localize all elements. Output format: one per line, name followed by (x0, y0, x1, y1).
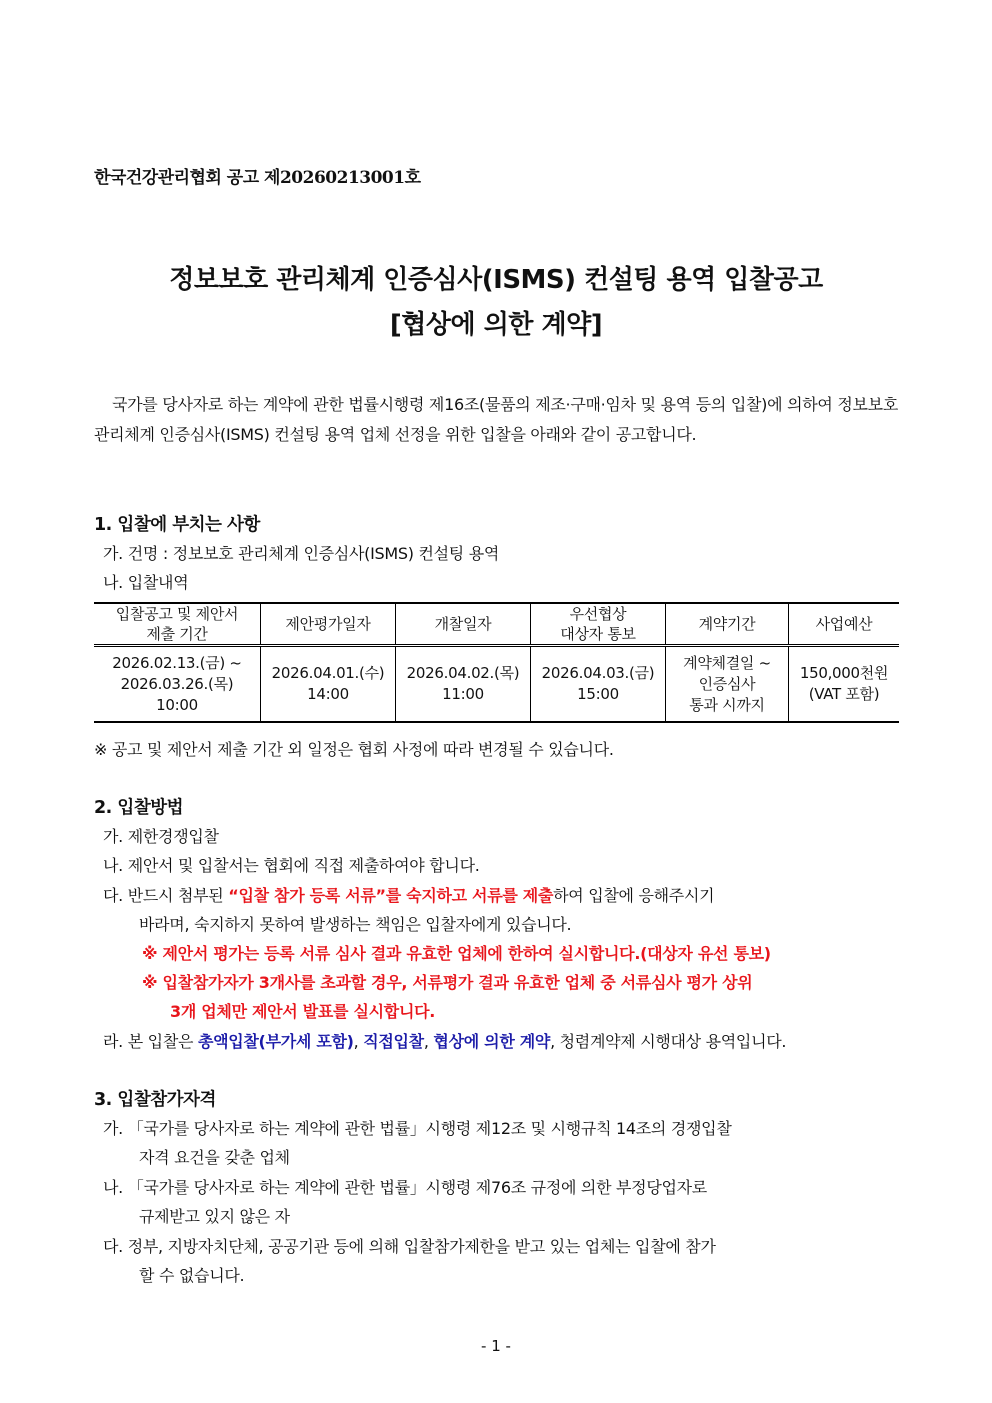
table-header-cell: 입찰공고 및 제안서 제출 기간 (94, 603, 261, 646)
table-cell: 계약체결일 ~ 인증심사 통과 시까지 (666, 646, 789, 723)
table-header-cell: 제안평가일자 (261, 603, 396, 646)
section2-item-ra (103, 1029, 786, 1052)
table-header-cell: 개찰일자 (396, 603, 531, 646)
table-row (94, 646, 899, 723)
section2-ra-term1: 총액입찰(부가세 포함) (197, 1032, 354, 1051)
table-cell: 2026.04.03.(금) 15:00 (531, 646, 666, 723)
section3-item-na-line2: 규제받고 있지 않은 자 (139, 1207, 290, 1226)
table-header-cell: 사업예산 (789, 603, 900, 646)
section2-ra-sep1: , (353, 1032, 364, 1051)
table-header-cell: 계약기간 (666, 603, 789, 646)
section2-ra-sep2: , (423, 1032, 434, 1051)
table-header-cell: 우선협상 대상자 통보 (531, 603, 666, 646)
section1-heading: 1. 입찰에 부치는 사항 (94, 515, 260, 535)
section2-note2-line2: 3개 업체만 제안서 발표를 실시합니다. (170, 1002, 436, 1021)
section3-item-na: 나. 「국가를 당사자로 하는 계약에 관한 법률」시행령 제76조 규정에 의한 부정당업자로 (103, 1178, 707, 1197)
section2-heading: 2. 입찰방법 (94, 798, 184, 818)
table-cell: 2026.04.01.(수) 14:00 (261, 646, 396, 723)
page-number: - 1 - (481, 1337, 511, 1355)
table-cell: 150,000천원 (VAT 포함) (789, 646, 900, 723)
document-subtitle: [협상에 의한 계약] (389, 310, 603, 340)
section2-ra-prefix: 라. 본 입찰은 (103, 1032, 198, 1051)
section2-ra-suffix: , 청렴계약제 시행대상 용역입니다. (550, 1032, 787, 1051)
section2-item-na: 나. 제안서 및 입찰서는 협회에 직접 제출하여야 합니다. (103, 856, 480, 875)
table-cell: 2026.04.02.(목) 11:00 (396, 646, 531, 723)
section2-item-da-line2: 바라며, 숙지하지 못하여 발생하는 책임은 입찰자에게 있습니다. (139, 915, 572, 934)
section2-note1: ※ 제안서 평가는 등록 서류 심사 결과 유효한 업체에 한하여 실시합니다.(대상자 유선 통보) (142, 944, 771, 963)
intro-paragraph: 국가를 당사자로 하는 계약에 관한 법률시행령 제16조(물품의 제조·구매·임차 및 용역 등의 입찰)에 의하여 정보보호 관리체계 인증심사(ISMS) 컨설팅 용역 업체 선정을 위한 입찰을 아래와 같이 공고합니다. (94, 395, 898, 444)
section2-ra-term2: 직접입찰 (363, 1032, 424, 1051)
section3-heading: 3. 입찰참가자격 (94, 1090, 216, 1110)
section3-item-ga-line2: 자격 요건을 갖춘 업체 (139, 1148, 290, 1167)
section3-item-ga: 가. 「국가를 당사자로 하는 계약에 관한 법률」시행령 제12조 및 시행규칙 14조의 경쟁입찰 (103, 1119, 732, 1138)
bid-schedule-table (94, 602, 899, 723)
section1-item-na: 나. 입찰내역 (103, 573, 189, 592)
section2-item-ga: 가. 제한경쟁입찰 (103, 827, 219, 846)
section2-da-suffix: 하여 입찰에 응해주시기 (553, 886, 715, 905)
section2-note2-line1: ※ 입찰참가자가 3개사를 초과할 경우, 서류평가 결과 유효한 업체 중 서류심사 평가 상위 (142, 973, 753, 992)
section1-item-ga: 가. 건명 : 정보보호 관리체계 인증심사(ISMS) 컨설팅 용역 (103, 544, 500, 563)
section2-ra-term3: 협상에 의한 계약 (433, 1032, 551, 1051)
section3-item-da-line2: 할 수 없습니다. (139, 1266, 245, 1285)
table-cell: 2026.02.13.(금) ~ 2026.03.26.(목) 10:00 (94, 646, 261, 723)
table-header-row (94, 603, 899, 646)
document-title: 정보보호 관리체계 인증심사(ISMS) 컨설팅 용역 입찰공고 (169, 265, 823, 295)
section1-note: ※ 공고 및 제안서 제출 기간 외 일정은 협회 사정에 따라 변경될 수 있습니다. (94, 740, 614, 759)
section3-item-da: 다. 정부, 지방자치단체, 공공기관 등에 의해 입찰참가제한을 받고 있는 업체는 입찰에 참가 (103, 1237, 716, 1256)
notice-number: 한국건강관리협회 공고 제20260213001호 (94, 168, 421, 188)
section2-da-highlight: “입찰 참가 등록 서류”를 숙지하고 서류를 제출 (228, 886, 554, 905)
section2-item-da (103, 883, 714, 906)
section2-da-prefix: 다. 반드시 첨부된 (103, 886, 229, 905)
